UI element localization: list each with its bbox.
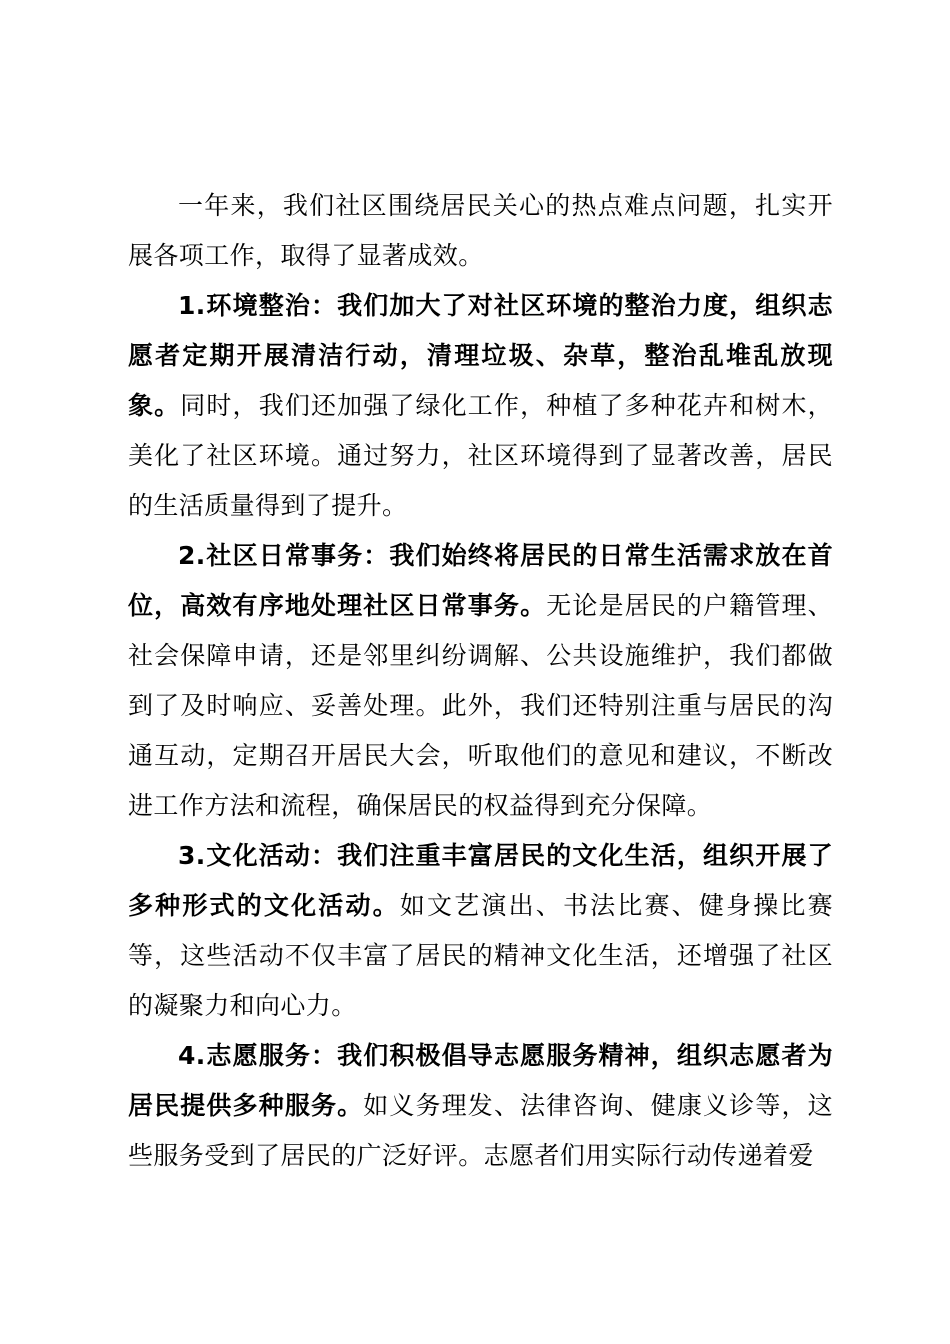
paragraph-text: 一年来，我们社区围绕居民关心的热点难点问题，扎实开展各项工作，取得了显著成效。: [128, 191, 833, 270]
paragraph-text: 同时，我们还加强了绿化工作，种植了多种花卉和树木，美化了社区环境。通过努力，社区环境得到了显著改善，居民的生活质量得到了提升。: [128, 391, 833, 520]
section-environment-paragraph: [128, 281, 833, 531]
document-body: [128, 181, 833, 1181]
section-heading-environment: 1.环境整治：我们加大了对社区环境的整治力度，组织志愿者定期开展清洁行动，清理垃圾、杂草，整治乱堆乱放现象。: [128, 291, 833, 420]
paragraph-text: 如义务理发、法律咨询、健康义诊等，这些服务受到了居民的广泛好评。志愿者们用实际行动传递着爱: [128, 1091, 833, 1170]
paragraph-text: 无论是居民的户籍管理、社会保障申请，还是邻里纠纷调解、公共设施维护，我们都做到了及时响应、妥善处理。此外，我们还特别注重与居民的沟通互动，定期召开居民大会，听取他们的意见和建议，不断改进工作方法和流程，确保居民的权益得到充分保障。: [128, 591, 833, 820]
section-heading-culture: 3.文化活动：我们注重丰富居民的文化生活，组织开展了多种形式的文化活动。: [128, 841, 833, 920]
intro-paragraph: [128, 181, 833, 281]
section-heading-volunteer: 4.志愿服务：我们积极倡导志愿服务精神，组织志愿者为居民提供多种服务。: [128, 1041, 833, 1120]
section-daily-affairs-paragraph: [128, 531, 833, 831]
section-heading-daily-affairs: 2.社区日常事务：我们始终将居民的日常生活需求放在首位，高效有序地处理社区日常事务。: [128, 541, 833, 620]
section-culture-paragraph: [128, 831, 833, 1031]
paragraph-text: 如文艺演出、书法比赛、健身操比赛等，这些活动不仅丰富了居民的精神文化生活，还增强了社区的凝聚力和向心力。: [128, 891, 833, 1020]
section-volunteer-paragraph: [128, 1031, 833, 1181]
